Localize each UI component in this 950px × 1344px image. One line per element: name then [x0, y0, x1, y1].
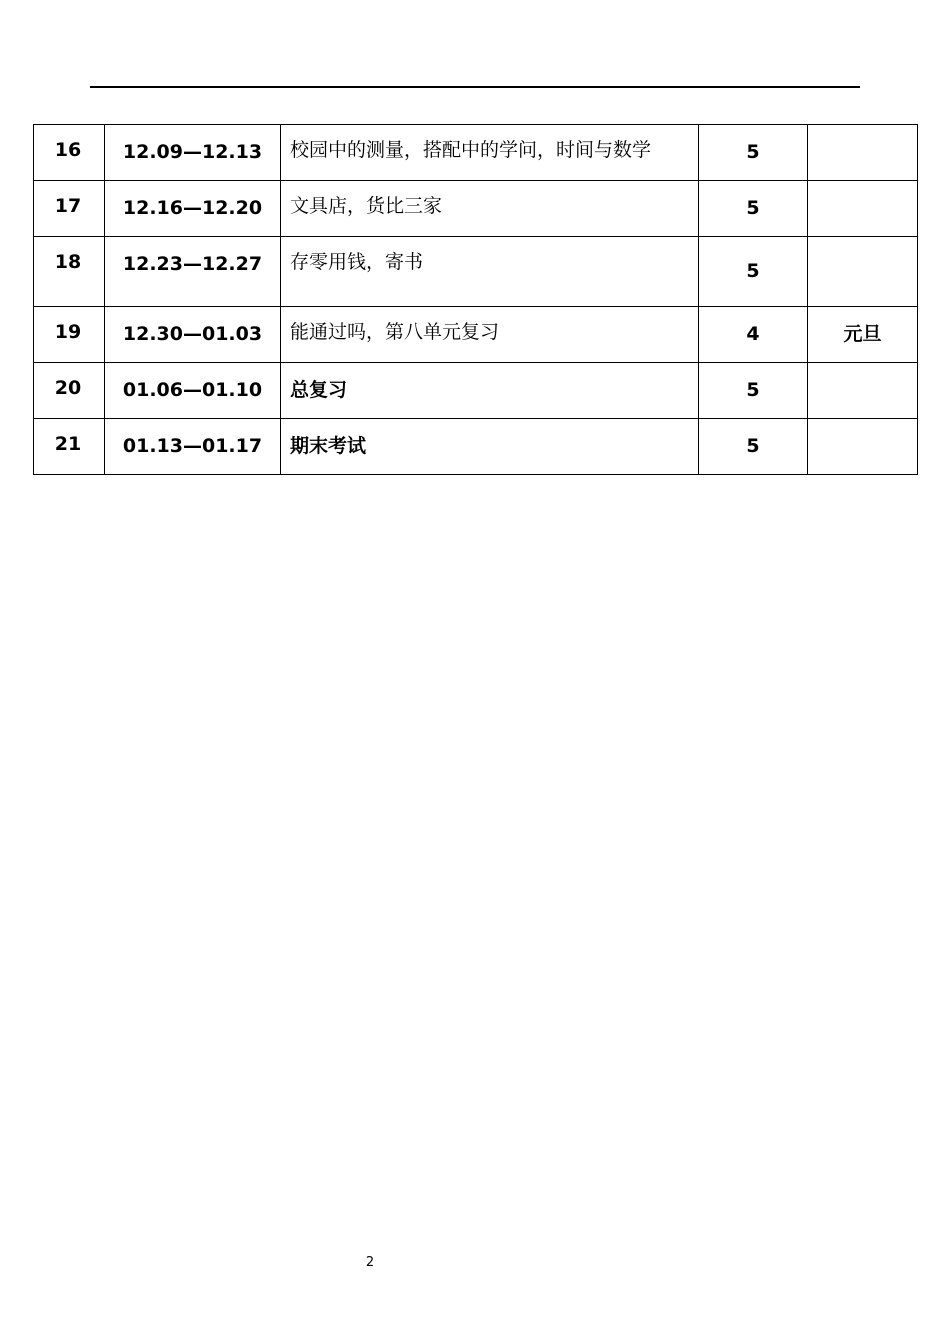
date-range-cell: 12.23—12.27 — [105, 237, 281, 307]
date-range-cell: 12.30—01.03 — [105, 307, 281, 363]
teaching-content-cell: 能通过吗，第八单元复习 — [281, 307, 699, 363]
week-number-cell: 17 — [34, 181, 105, 237]
week-number-cell: 16 — [34, 125, 105, 181]
note-cell — [808, 419, 918, 475]
page-number: 2 — [365, 1255, 375, 1270]
class-hours-cell: 5 — [699, 363, 808, 419]
week-number-cell: 18 — [34, 237, 105, 307]
date-range-cell: 01.06—01.10 — [105, 363, 281, 419]
note-cell — [808, 237, 918, 307]
week-number-cell: 19 — [34, 307, 105, 363]
schedule-table — [33, 124, 918, 475]
note-cell: 元旦 — [808, 307, 918, 363]
date-range-cell: 12.09—12.13 — [105, 125, 281, 181]
note-cell — [808, 181, 918, 237]
table-row — [34, 307, 918, 363]
table-row — [34, 419, 918, 475]
week-number-cell: 20 — [34, 363, 105, 419]
note-cell — [808, 125, 918, 181]
teaching-content-cell: 期末考试 — [281, 419, 699, 475]
date-range-cell: 01.13—01.17 — [105, 419, 281, 475]
date-range-cell: 12.16—12.20 — [105, 181, 281, 237]
teaching-content-cell: 总复习 — [281, 363, 699, 419]
week-number-cell: 21 — [34, 419, 105, 475]
class-hours-cell: 4 — [699, 307, 808, 363]
table-row — [34, 125, 918, 181]
class-hours-cell: 5 — [699, 181, 808, 237]
teaching-content-cell: 存零用钱，寄书 — [281, 237, 699, 307]
table-row — [34, 363, 918, 419]
class-hours-cell: 5 — [699, 419, 808, 475]
teaching-content-cell: 文具店，货比三家 — [281, 181, 699, 237]
table-row — [34, 181, 918, 237]
note-cell — [808, 363, 918, 419]
class-hours-cell: 5 — [699, 125, 808, 181]
table-row — [34, 237, 918, 307]
class-hours-cell: 5 — [699, 237, 808, 307]
header-rule — [90, 86, 860, 88]
teaching-content-cell: 校园中的测量，搭配中的学问，时间与数学 — [281, 125, 699, 181]
